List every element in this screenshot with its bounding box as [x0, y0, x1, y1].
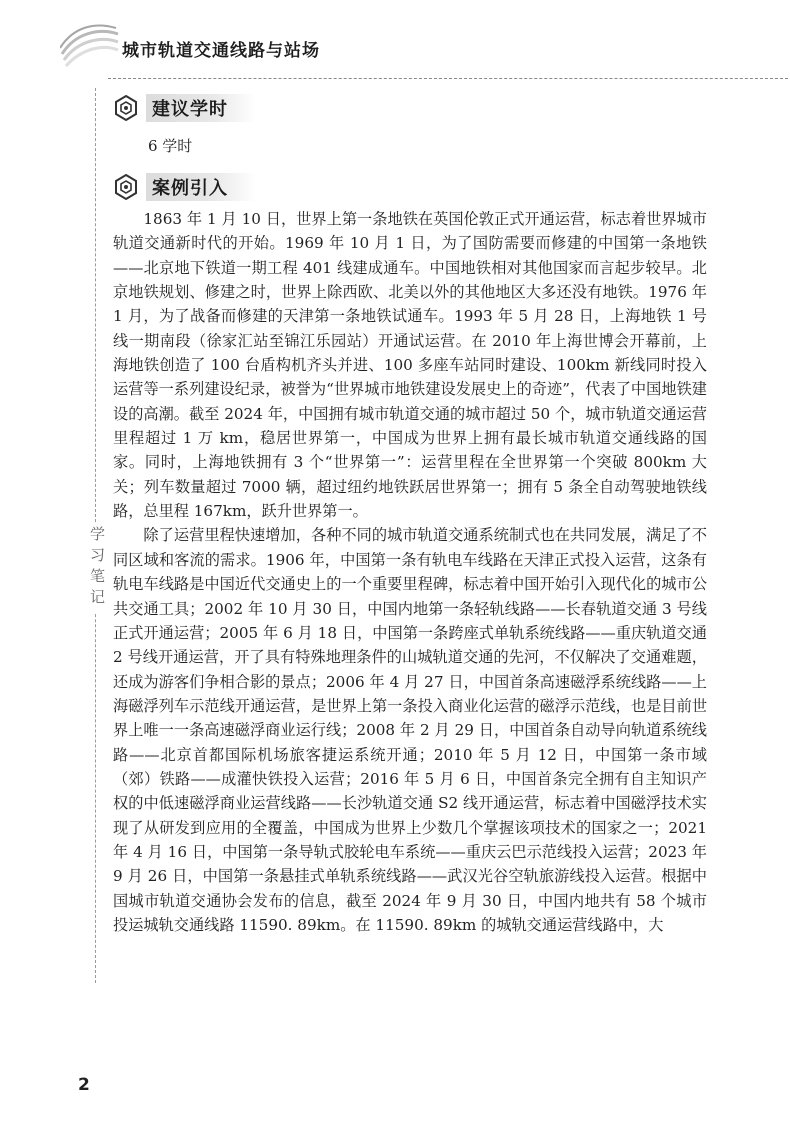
paragraph: 1863 年 1 月 10 日，世界上第一条地铁在英国伦敦正式开通运营，标志着世界城市轨道交通新时代的开始。1969 年 10 月 1 日，为了国防需要而修建的中国第一条地铁——北京地下铁道一期工程 401 线建成通车。中国地铁相对其他国家而言起步较早。北京地铁规划、修建之时，世界上除西欧、北美以外的其他地区大多还没有地铁。1976 年 1 月，为了战备而修建的天津第一条地铁试通车。1993 年 5 月 28 日，上海地铁 1 号线一期南段（徐家汇站至锦江乐园站）开通试运营。在 2010 年上海世博会开幕前，上海地铁创造了 100 台盾构机齐头并进、100 多座车站同时建设、100km 新线同时投入运营等一系列建设纪录，被誉为“世界城市地铁建设发展史上的奇迹”，代表了中国地铁建设的高潮。截至 2024 年，中国拥有城市轨道交通的城市超过 50 个，城市轨道交通运营里程超过 1 万 km，稳居世界第一，中国成为世界上拥有最长城市轨道交通线路的国家。同时，上海地铁拥有 3 个“世界第一”：运营里程在全世界第一个突破 800km 大关；列车数量超过 7000 辆，超过纽约地铁跃居世界第一；拥有 5 条全自动驾驶地铁线路，总里程 167km，跃升世界第一。: [113, 210, 707, 521]
paragraph: 除了运营里程快速增加，各种不同的城市轨道交通系统制式也在共同发展，满足了不同区域和客流的需求。1906 年，中国第一条有轨电车线路在天津正式投入运营，这条有轨电车线路是中国近代交通史上的一个重要里程碑，标志着中国开始引入现代化的城市公共交通工具；2002 年 10 月 30 日，中国内地第一条轻轨线路——长春轨道交通 3 号线正式开通运营；2005 年 6 月 18 日，中国第一条跨座式单轨系统线路——重庆轨道交通 2 号线开通运营，开了具有特殊地理条件的山城轨道交通的先河，不仅解决了交通难题，还成为游客们争相合影的景点；2006 年 4 月 27 日，中国首条高速磁浮系统线路——上海磁浮列车示范线开通运营，是世界上第一条投入商业化运营的磁浮示范线，也是目前世界上唯一一条高速磁浮商业运行线；2008 年 2 月 29 日，中国首条自动导向轨道系统线路——北京首都国际机场旅客捷运系统开通；2010 年 5 月 12 日，中国第一条市域（郊）铁路——成灌快铁投入运营；2016 年 5 月 6 日，中国首条完全拥有自主知识产权的中低速磁浮商业运营线路——长沙轨道交通 S2 线开通运营，标志着中国磁浮技术实现了从研发到应用的全覆盖，中国成为世界上少数几个掌握该项技术的国家之一；2021 年 4 月 16 日，中国第一条导轨式胶轮电车系统——重庆云巴示范线投入运营；2023 年 9 月 26 日，中国第一条悬挂式单轨系统线路——武汉光谷空轨旅游线投入运营。根据中国城市轨道交通协会发布的信息，截至 2024 年 9 月 30 日，中国内地共有 58 个城市投运城轨交通线路 11590. 89km。在 11590. 89km 的城轨交通运营线路中，大: [113, 526, 707, 934]
page-number: 2: [78, 1075, 90, 1095]
gear-icon: [112, 173, 140, 201]
section-title: 案例引入: [146, 173, 256, 201]
section-heading-case: [112, 172, 256, 202]
case-body: [113, 207, 707, 937]
book-title: 城市轨道交通线路与站场: [122, 41, 320, 61]
section-heading-hours: [112, 93, 256, 123]
gear-icon: [112, 94, 140, 122]
swoosh-logo-icon: [60, 24, 120, 68]
notes-label: 学习笔记: [82, 522, 108, 614]
suggested-hours-value: 6 学时: [148, 137, 193, 155]
header-rule: [108, 78, 788, 79]
page-header: [60, 18, 730, 80]
section-title: 建议学时: [146, 94, 256, 122]
